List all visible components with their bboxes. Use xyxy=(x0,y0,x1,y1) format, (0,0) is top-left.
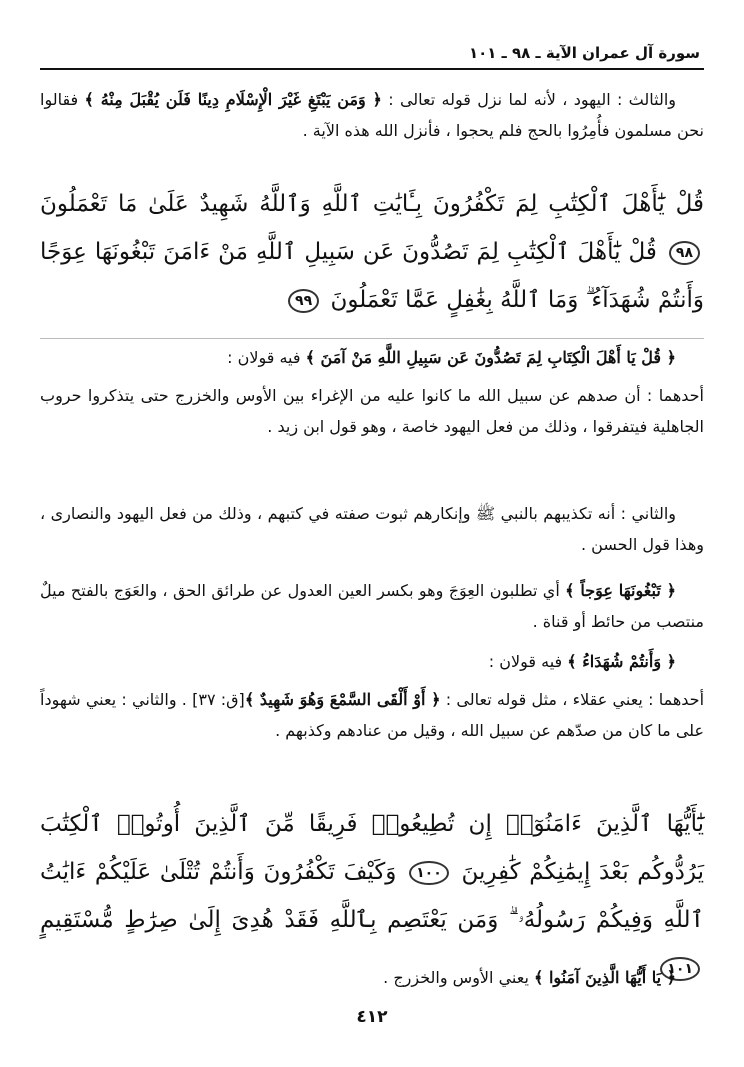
commentary-paragraph-6 xyxy=(40,646,704,677)
commentary-paragraph-2 xyxy=(40,342,704,373)
commentary-paragraph-5 xyxy=(40,575,704,637)
commentary-text: والثالث : اليهود ، لأنه لما نزل قوله تعالى : xyxy=(381,90,676,109)
quran-quote: ﴿ أَوْ أَلْقَى السَّمْعَ وَهُوَ شَهِيدٌ ﴾ xyxy=(244,690,441,709)
commentary-text: [ق: ٣٧] . والثاني : يعني شهوداً على ما كان من صدّهم عن سبيل الله ، وقيل من عنادهم وكذبهم . xyxy=(40,690,704,740)
quran-verses-98-99 xyxy=(40,180,704,324)
commentary-paragraph-8 xyxy=(40,962,704,993)
verse-100: يَٰٓأَيُّهَا ٱلَّذِينَ ءَامَنُوٓا۟ إِن تُطِيعُوا۟ فَرِيقًا مِّنَ ٱلَّذِينَ أُوتُوا۟ ٱلْكِتَٰبَ يَرُدُّوكُم بَعْدَ إِيمَٰنِكُمْ كَٰفِرِينَ xyxy=(40,811,704,885)
quran-quote: ﴿ وَمَن يَبْتَغِ غَيْرَ الْإِسْلَامِ دِينًا فَلَن يُقْبَلَ مِنْهُ ﴾ xyxy=(84,90,382,109)
commentary-text: أي تطلبون العِوَجَ وهو بكسر العين العدول عن طرائق الحق ، والعَوَج بالفتح ميلٌ منتصب من حائط أو قناة . xyxy=(40,581,704,631)
book-page xyxy=(40,42,704,1042)
verse-99: قُلْ يَٰٓأَهْلَ ٱلْكِتَٰبِ لِمَ تَصُدُّونَ عَن سَبِيلِ ٱللَّهِ مَنْ ءَامَنَ تَبْغُونَهَا عِوَجًا وَأَنتُمْ شُهَدَآءُ ۗ وَمَا ٱللَّهُ بِغَٰفِلٍ عَمَّا تَعْمَلُونَ xyxy=(40,239,704,313)
quran-quote: ﴿ تَبْغُونَهَا عِوَجاً ﴾ xyxy=(565,581,676,600)
quran-quote: ﴿ قُلْ يَا أَهْلَ الْكِتَابِ لِمَ تَصُدُّونَ عَن سَبِيلِ اللَّهِ مَنْ آمَنَ ﴾ xyxy=(305,348,676,367)
ayah-number-101: ١٠١ xyxy=(660,957,700,981)
commentary-text: أحدهما : يعني عقلاء ، مثل قوله تعالى : xyxy=(440,690,705,709)
page-number: ٤١٢ xyxy=(356,1007,388,1027)
commentary-text: فيه قولان : xyxy=(227,348,306,367)
commentary-text: فقالوا نحن مسلمون فأُمِرُوا بالحج فلم يحجوا ، فأنزل الله هذه الآية . xyxy=(40,90,704,140)
ayah-number-99: ٩٩ xyxy=(288,289,319,313)
commentary-paragraph-4 xyxy=(40,498,704,560)
commentary-paragraph-1 xyxy=(40,84,704,146)
quran-quote: ﴿ يَا أَيُّهَا الَّذِينَ آمَنُوا ﴾ xyxy=(534,968,676,987)
running-header xyxy=(40,42,704,70)
commentary-text: أحدهما : أن صدهم عن سبيل الله ما كانوا عليه من الإغراء بين الأوس والخزرج حتى يتذكروا حروب الجاهلية فيتفرقوا ، وذلك من فعل اليهود خاصة ، وهو قول ابن زيد . xyxy=(40,386,704,436)
surah-title: سورة آل عمران الآية ـ ٩٨ ـ ١٠١ xyxy=(468,44,700,62)
commentary-text: يعني الأوس والخزرج . xyxy=(383,968,535,987)
verse-98: قُلْ يَٰٓأَهْلَ ٱلْكِتَٰبِ لِمَ تَكْفُرُونَ بِـَٔايَٰتِ ٱللَّهِ وَٱللَّهُ شَهِيدٌ عَلَىٰ مَا تَعْمَلُونَ xyxy=(40,191,704,217)
commentary-paragraph-3 xyxy=(40,380,704,442)
commentary-text: فيه قولان : xyxy=(488,652,568,671)
quran-quote: ﴿ وَأَنتُمْ شُهَدَاءُ ﴾ xyxy=(567,652,676,671)
divider xyxy=(40,338,704,339)
verse-101: وَكَيْفَ تَكْفُرُونَ وَأَنتُمْ تُتْلَىٰ عَلَيْكُمْ ءَايَٰتُ ٱللَّهِ وَفِيكُمْ رَسُولُهُۥ ۗ وَمَن يَعْتَصِم بِٱللَّهِ فَقَدْ هُدِىَ إِلَىٰ صِرَٰطٍ مُّسْتَقِيمٍ xyxy=(40,859,704,933)
ayah-number-100: ١٠٠ xyxy=(409,861,449,885)
commentary-text: والثاني : أنه تكذيبهم بالنبي ﷺ وإنكارهم ثبوت صفته في كتبهم ، وذلك من فعل اليهود والنصارى ، وهذا قول الحسن . xyxy=(40,504,704,554)
ayah-number-98: ٩٨ xyxy=(669,241,700,265)
commentary-paragraph-7 xyxy=(40,684,704,746)
